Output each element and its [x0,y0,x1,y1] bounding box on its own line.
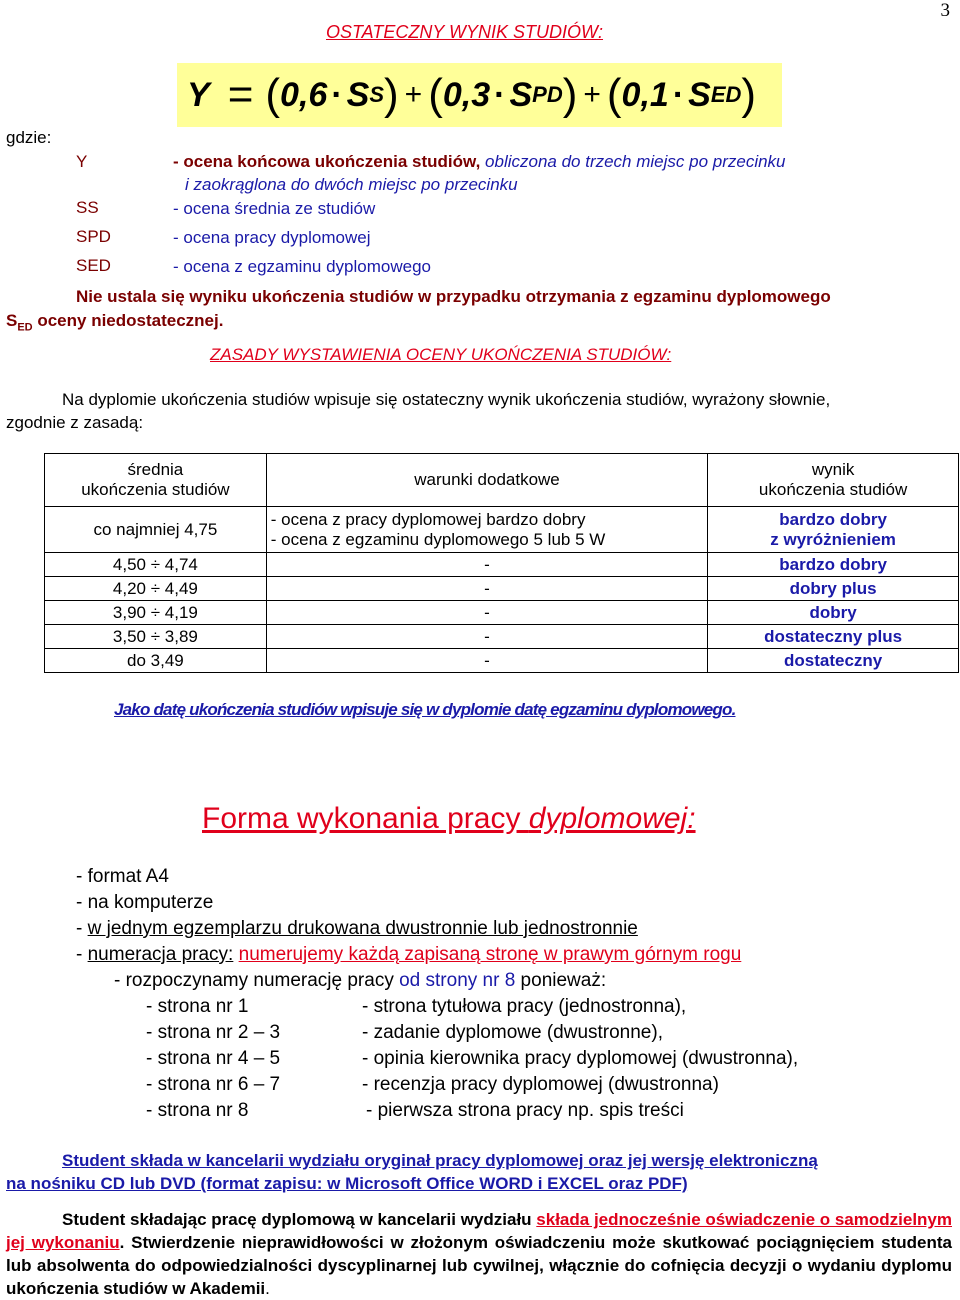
cell-average: 3,90 ÷ 4,19 [45,601,267,625]
cell-average: 4,20 ÷ 4,49 [45,577,267,601]
symbol-y: Y [76,152,88,171]
page-desc: - opinia kierownika pracy dyplomowej (dwustronna), [362,1048,799,1069]
start-text: - rozpoczynamy numerację pracy [114,970,400,991]
formula-paren: ( [606,70,622,119]
header-average [45,454,267,507]
cell-text: bardzo dobry [779,509,887,529]
item-copies-text: w jednym egzemplarzu drukowana dwustronnie lub jednostronnie [87,918,638,939]
formula-paren: ) [562,70,578,119]
form-title-plain: Forma wykonania pracy [202,802,529,835]
header-text: średnia [127,460,184,479]
formula-dot: · [331,75,343,114]
header-text: wynik [811,460,855,479]
cell-conditions [266,507,707,553]
header-result [708,454,959,507]
page-label: - strona nr 1 [146,996,249,1017]
failed-exam-note-line2 [6,311,223,333]
table-row [45,625,959,649]
start-text-end: ponieważ: [515,970,607,991]
form-title-italic: dyplomowej: [528,802,696,835]
statement-paragraph [6,1208,952,1300]
page-label: - strona nr 8 [146,1100,249,1121]
note-text: oceny niedostatecznej. [32,311,224,330]
cell-average: 4,50 ÷ 4,74 [45,553,267,577]
cell-average: co najmniej 4,75 [45,507,267,553]
where-label: gdzie: [6,128,52,147]
formula-coef-2: 0,3 [442,75,491,114]
item-numbering [76,944,741,966]
formula-paren: ) [384,70,399,119]
table-header-row [45,454,959,507]
submission-note-line2: na nośniku CD lub DVD (format zapisu: w Microsoft Office WORD i EXCEL oraz PDF) [6,1174,688,1193]
form-title [202,802,696,836]
page-desc: - strona tytułowa pracy (jednostronna), [362,996,687,1017]
symbol-s: S [76,256,88,275]
cell-conditions: - [266,601,707,625]
cell-result: dostateczny [708,649,959,673]
page-desc: - zadanie dyplomowe (dwustronne), [362,1022,663,1043]
formula-eq: = [227,70,254,119]
symbol-sub: PD [87,227,111,246]
symbol-sub: ED [87,256,111,275]
symbol-s: S [76,198,88,217]
note-sub: ED [17,321,33,334]
cell-conditions: - [266,577,707,601]
cell-conditions: - [266,649,707,673]
item-computer: - na komputerze [76,892,214,913]
graduation-date-note: Jako datę ukończenia studiów wpisuje się w dyplomie datę egzaminu dyplomowego. [114,700,736,719]
cell-result: bardzo dobry [708,553,959,577]
cell-result: dostateczny plus [708,625,959,649]
statement-highlight: składa jednocześnie oświadczenie o samodzielnym jej wykonaniu [6,1210,953,1252]
cell-text: - ocena z egzaminu dyplomowego 5 lub 5 W [270,529,606,549]
item-dash: - [76,918,88,939]
formula-paren: ) [741,70,757,119]
symbol-sed [76,256,111,276]
statement-text: . Stwierdzenie nieprawidłowości w złożonym oświadczeniu może skutkować pociągnięciem studenta lub absolwenta do odpowiedzialności dyscyplinarnej lub cywilnej, włącznie do cofnięcia decyzji o wydaniu dyplomu ukończenia studiów w Akademii [6,1233,952,1298]
table-row [45,601,959,625]
formula-s: S [688,75,711,114]
item-numbering-start [114,970,606,992]
item-format: - format A4 [76,866,169,887]
grades-table [44,453,959,673]
table-row [45,649,959,673]
definition-sed: - ocena z egzaminu dyplomowego [173,257,431,276]
symbol-s: S [76,227,88,246]
formula-plus: + [404,78,423,111]
symbol-ss [76,198,99,218]
formula-dot: · [494,75,506,114]
header-conditions: warunki dodatkowe [266,454,707,507]
formula-coef-3: 0,1 [621,75,669,114]
header-text: ukończenia studiów [81,480,230,499]
cell-result: dobry [708,601,959,625]
formula-sub: ED [710,82,742,107]
table-row [45,507,959,553]
formula-s: S [509,75,533,114]
failed-exam-note: Nie ustala się wyniku ukończenia studiów w przypadku otrzymania z egzaminu dyplomowego [76,287,831,306]
formula-dot: · [672,75,685,114]
cell-text: z wyróżnieniem [770,529,896,549]
cell-result [708,507,959,553]
definition-ss: - ocena średnia ze studiów [173,199,376,218]
statement-end: . [265,1279,270,1298]
cell-average: 3,50 ÷ 3,89 [45,625,267,649]
item-numbering-label: numeracja pracy: [87,944,234,965]
formula-sub: PD [532,82,563,107]
formula-box [177,63,782,127]
formula-paren: ( [265,70,281,119]
page-number: 3 [940,0,950,21]
cell-text: - ocena z pracy dyplomowej bardzo dobry [270,509,586,529]
header-text: ukończenia studiów [758,480,908,499]
page-label: - strona nr 2 – 3 [146,1022,281,1043]
start-page: od strony nr 8 [399,970,516,991]
page-desc: - recenzja pracy dyplomowej (dwustronna) [362,1074,719,1095]
definition-y-line2: i zaokrąglona do dwóch miejsc po przecinku [185,175,518,194]
formula-y: Y [187,75,210,114]
statement-text: Student składając pracę dyplomową w kancelarii wydziału [62,1210,537,1229]
item-dash: - [76,944,88,965]
rules-title: ZASADY WYSTAWIENIA OCENY UKOŃCZENIA STUDIÓW: [210,345,672,364]
formula-paren: ( [428,70,443,119]
cell-average: do 3,49 [45,649,267,673]
page-desc: - pierwsza strona pracy np. spis treści [366,1100,684,1121]
cell-conditions: - [266,625,707,649]
formula-s: S [346,75,370,114]
table-row [45,553,959,577]
definition-spd: - ocena pracy dyplomowej [173,228,371,247]
table-row [45,577,959,601]
submission-note: Student składa w kancelarii wydziału oryginał pracy dyplomowej oraz jej wersję elektroniczną [62,1151,818,1170]
page-label: - strona nr 6 – 7 [146,1074,281,1095]
note-s: S [6,311,18,330]
formula-plus: + [583,78,601,111]
rules-paragraph-line2: zgodnie z zasadą: [6,413,144,432]
definition-y [173,152,786,172]
item-numbering-rule: numerujemy każdą zapisaną stronę w prawym górnym rogu [238,944,742,965]
item-copies [76,918,638,940]
symbol-sub: S [87,198,99,217]
rules-paragraph: Na dyplomie ukończenia studiów wpisuje się ostateczny wynik ukończenia studiów, wyrażony słownie, [62,390,831,409]
definition-y-rest: obliczona do trzech miejsc po przecinku [480,152,786,171]
symbol-spd [76,227,111,247]
page-label: - strona nr 4 – 5 [146,1048,281,1069]
final-result-title: OSTATECZNY WYNIK STUDIÓW: [326,22,604,42]
formula-coef-1: 0,6 [280,75,328,114]
definition-y-bold: - ocena końcowa ukończenia studiów, [173,152,481,171]
cell-result: dobry plus [708,577,959,601]
cell-conditions: - [266,553,707,577]
formula-sub: S [369,82,385,107]
